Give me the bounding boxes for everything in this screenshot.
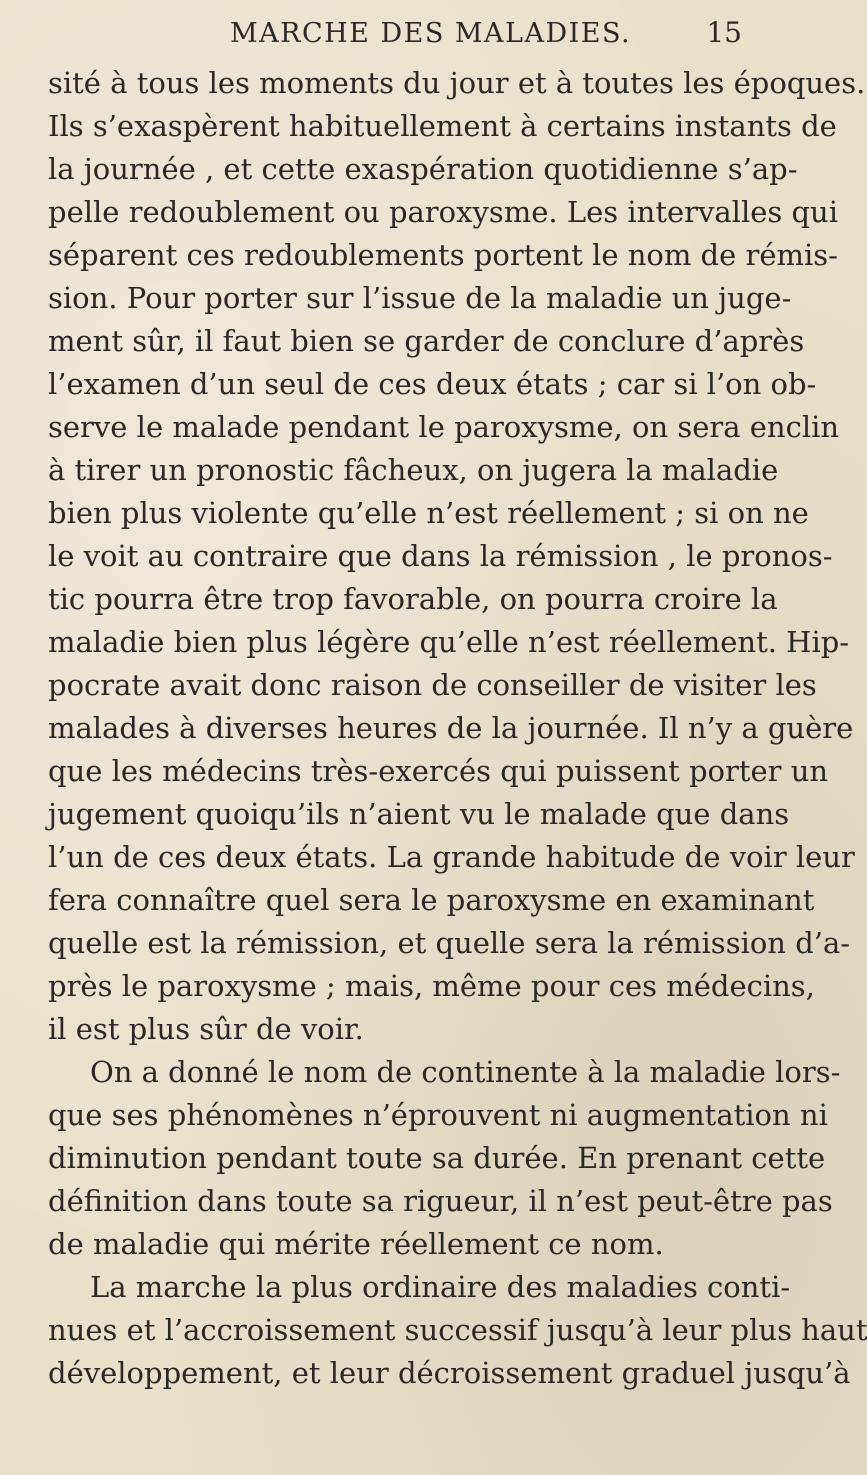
text-line: séparent ces redoublements portent le nom de rémis- <box>48 238 838 272</box>
page-number: 15 <box>706 16 742 49</box>
text-line: que les médecins très-exercés qui puissent porter un <box>48 754 829 788</box>
text-line-paragraph-end: de maladie qui mérite réellement ce nom. <box>48 1227 664 1261</box>
text-line: définition dans toute sa rigueur, il n’est peut-être pas <box>48 1184 833 1218</box>
text-line: fera connaître quel sera le paroxysme en examinant <box>48 883 815 917</box>
text-line: quelle est la rémission, et quelle sera la rémission d’a- <box>48 926 851 960</box>
text-line: près le paroxysme ; mais, même pour ces médecins, <box>48 969 815 1003</box>
text-line-paragraph-start: On a donné le nom de continente à la maladie lors- <box>90 1055 841 1089</box>
text-line: malades à diverses heures de la journée. Il n’y a guère <box>48 711 854 745</box>
text-line: à tirer un pronostic fâcheux, on jugera la maladie <box>48 453 779 487</box>
text-line-paragraph-end: il est plus sûr de voir. <box>48 1012 364 1046</box>
text-line-paragraph-start: La marche la plus ordinaire des maladies conti- <box>90 1270 791 1304</box>
text-line: le voit au contraire que dans la rémission , le pronos- <box>48 539 833 573</box>
text-line: sité à tous les moments du jour et à toutes les époques. <box>48 66 866 100</box>
text-line: serve le malade pendant le paroxysme, on sera enclin <box>48 410 840 444</box>
text-line: jugement quoiqu’ils n’aient vu le malade que dans <box>48 797 790 831</box>
running-head <box>50 18 760 58</box>
body-text <box>48 62 867 1395</box>
text-line: développement, et leur décroissement graduel jusqu’à <box>48 1356 851 1390</box>
text-line: diminution pendant toute sa durée. En prenant cette <box>48 1141 826 1175</box>
running-title: MARCHE DES MALADIES. <box>230 18 632 49</box>
text-line: sion. Pour porter sur l’issue de la maladie un juge- <box>48 281 792 315</box>
text-line: bien plus violente qu’elle n’est réellement ; si on ne <box>48 496 809 530</box>
text-line: nues et l’accroissement successif jusqu’à leur plus haut <box>48 1313 867 1347</box>
text-line: la journée , et cette exaspération quotidienne s’ap- <box>48 152 798 186</box>
text-line: pocrate avait donc raison de conseiller de visiter les <box>48 668 817 702</box>
text-line: ment sûr, il faut bien se garder de conclure d’après <box>48 324 805 358</box>
text-line: maladie bien plus légère qu’elle n’est réellement. Hip- <box>48 625 850 659</box>
text-line: l’un de ces deux états. La grande habitude de voir leur <box>48 840 855 874</box>
text-line: Ils s’exaspèrent habituellement à certains instants de <box>48 109 837 143</box>
text-line: que ses phénomènes n’éprouvent ni augmentation ni <box>48 1098 828 1132</box>
text-line: l’examen d’un seul de ces deux états ; car si l’on ob- <box>48 367 817 401</box>
text-line: tic pourra être trop favorable, on pourra croire la <box>48 582 778 616</box>
text-line: pelle redoublement ou paroxysme. Les intervalles qui <box>48 195 838 229</box>
